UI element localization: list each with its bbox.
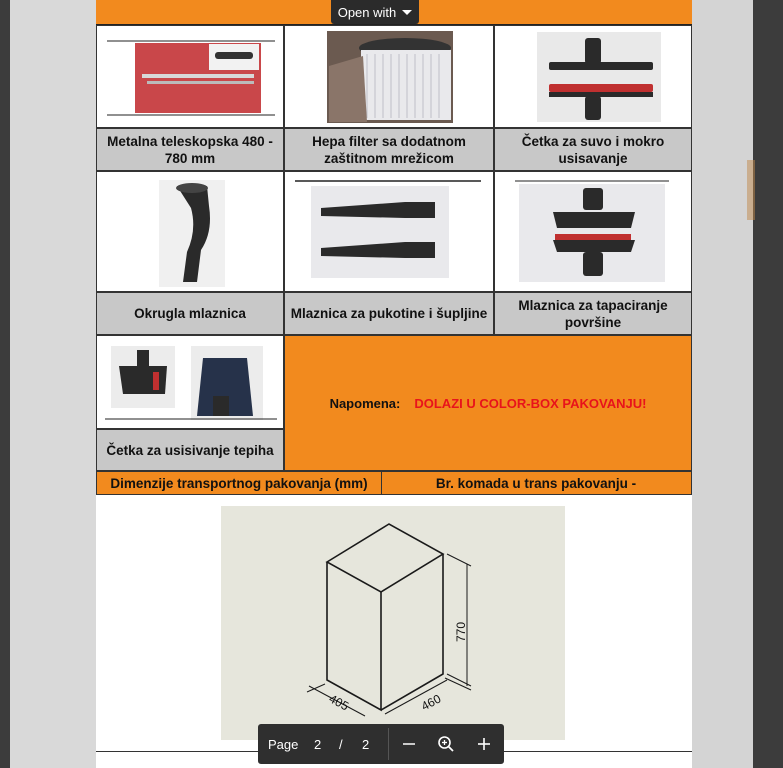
product-image-cell [96,25,284,128]
transport-units-label: Br. komada u trans pakovanju - [435,475,637,491]
plus-icon [477,737,491,751]
product-image-cell [284,25,494,128]
open-with-label: Open with [337,4,397,20]
toolbar-divider [388,728,389,760]
product-image-cell [284,171,494,292]
round-nozzle-image [97,172,285,293]
chevron-down-icon [402,10,412,15]
page-separator: / [339,737,343,752]
note-value: DOLAZI U COLOR-BOX PAKOVANJU! [414,395,647,411]
box-height-label: 770 [454,621,468,643]
background-left [0,0,96,768]
product-image-cell [96,335,284,429]
telescopic-tube-image [97,26,285,129]
page-label: Page [268,737,299,752]
product-caption: Okrugla mlaznica [96,292,284,335]
crevice-nozzle-image [285,172,495,293]
product-image-cell [494,25,692,128]
open-with-button[interactable] [331,0,419,24]
zoom-out-button[interactable] [397,732,421,756]
package-box-diagram [221,506,565,740]
product-caption: Mlaznica za pukotine i šupljine [284,292,494,335]
transport-dimensions-label: Dimenzije transportnog pakovanja (mm) [97,472,382,494]
product-caption: Četka za suvo i mokro usisavanje [494,128,692,171]
current-page-number[interactable]: 2 [314,737,322,752]
background-right [692,0,783,768]
product-image-cell [494,171,692,292]
product-image-cell [96,171,284,292]
product-caption: Hepa filter sa dodatnom zaštitnom mrežicom [284,128,494,171]
note-box [284,335,692,471]
zoom-reset-button[interactable] [434,732,458,756]
total-pages: 2 [362,737,370,752]
box-depth-label: 405 [326,691,352,714]
box-width-label: 460 [418,691,444,714]
product-caption: Metalna teleskopska 480 - 780 mm [96,128,284,171]
page-toolbar [258,724,504,764]
zoom-in-button[interactable] [472,732,496,756]
product-caption: Mlaznica za tapaciranje površine [494,292,692,335]
hepa-filter-image [285,26,495,129]
document-page [96,0,692,768]
upholstery-nozzle-image [495,172,692,293]
minus-icon [402,737,416,751]
note-label: Napomena: [329,395,401,411]
wet-dry-brush-image [495,26,692,129]
carpet-brush-image [97,336,285,430]
zoom-icon [437,735,455,753]
transport-row [96,471,692,495]
product-caption: Četka za usisivanje tepiha [96,429,284,471]
